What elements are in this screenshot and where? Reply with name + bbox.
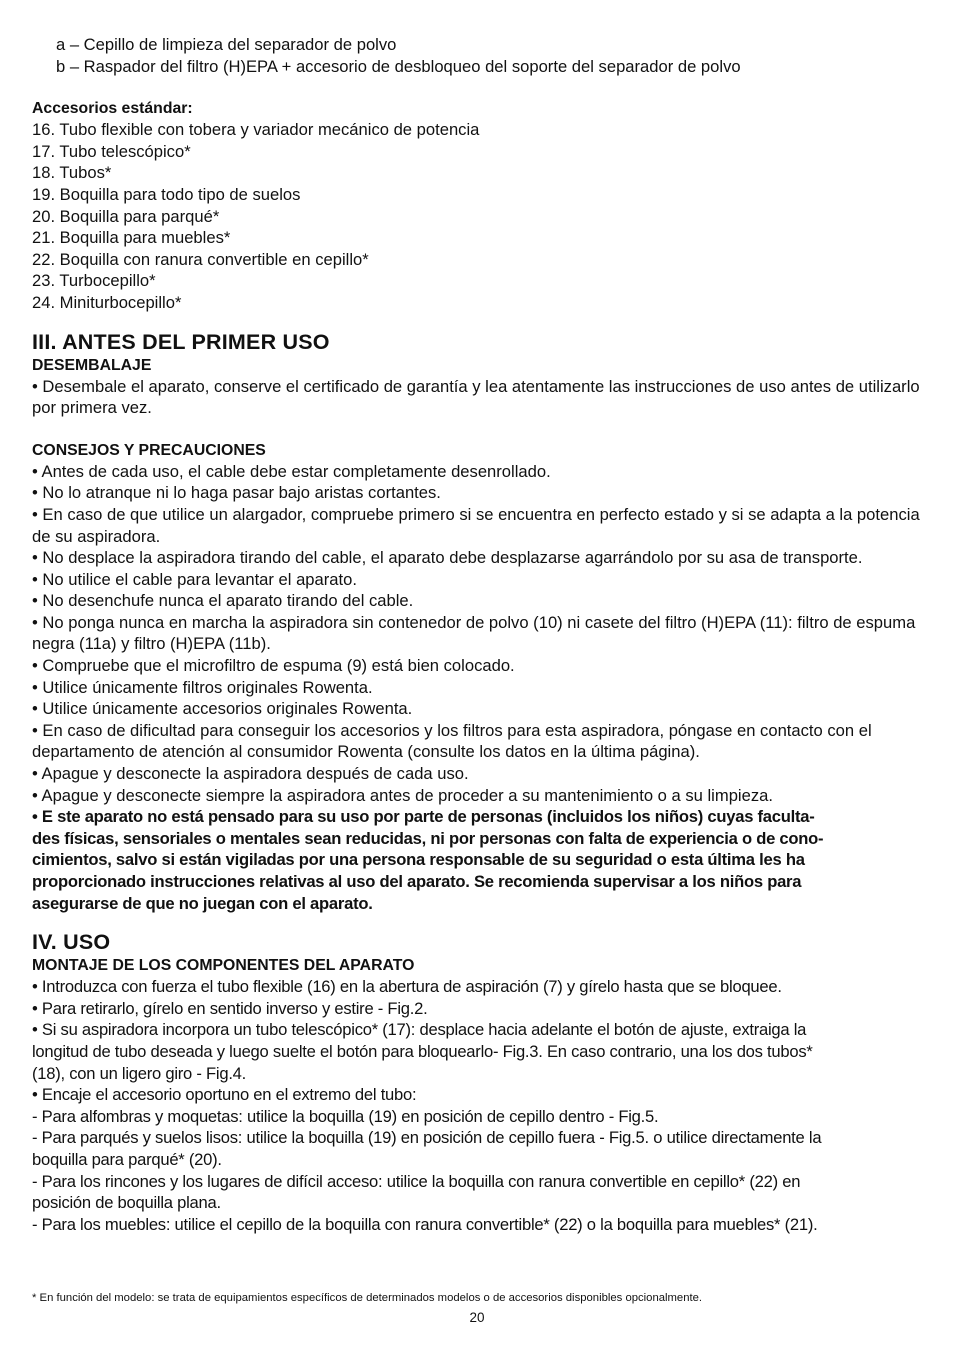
accessory-item: 21. Boquilla para muebles* <box>32 228 231 248</box>
advice-item: • No ponga nunca en marcha la aspiradora sin contenedor de polvo (10) ni casete del filtro (H)EPA (11): filtro de espuma negra (11a) y filtro (H)EPA (11b). <box>32 612 916 654</box>
assembly-line: boquilla para parqué* (20). <box>32 1149 222 1169</box>
page-number: 20 <box>469 1310 485 1325</box>
intro-item-b: b – Raspador del filtro (H)EPA + accesorio de desbloqueo del soporte del separador de polvo <box>56 56 741 76</box>
accessory-item: 23. Turbocepillo* <box>32 271 156 291</box>
advice-item: • Apague y desconecte siempre la aspiradora antes de proceder a su mantenimiento o a su limpieza. <box>32 785 773 805</box>
advice-item: • En caso de dificultad para conseguir los accesorios y los filtros para esta aspiradora, póngase en contacto con el departamento de atención al consumidor Rowenta (consulte los datos en la última página). <box>32 720 872 762</box>
assembly-line: • Encaje el accesorio oportuno en el extremo del tubo: <box>32 1085 417 1105</box>
accessory-item: 18. Tubos* <box>32 163 112 183</box>
advice-item: • Antes de cada uso, el cable debe estar completamente desenrollado. <box>32 461 551 481</box>
accessory-item: 16. Tubo flexible con tobera y variador mecánico de potencia <box>32 120 480 140</box>
advice-item: • No utilice el cable para levantar el aparato. <box>32 569 357 589</box>
assembly-line: (18), con un ligero giro - Fig.4. <box>32 1063 247 1083</box>
assembly-line: - Para alfombras y moquetas: utilice la boquilla (19) en posición de cepillo dentro - Fig.5. <box>32 1106 659 1126</box>
standard-accessories <box>32 98 926 313</box>
accessory-item: 17. Tubo telescópico* <box>32 141 191 161</box>
advice-item: • En caso de que utilice un alargador, compruebe primero si se encuentra en perfecto estado y si se adapta a la potencia de su aspiradora. <box>32 504 920 546</box>
intro-list <box>32 34 926 77</box>
assembly-heading: MONTAJE DE LOS COMPONENTES DEL APARATO <box>32 957 415 975</box>
unpacking-heading: DESEMBALAJE <box>32 356 152 374</box>
warning-line: asegurarse de que no juegan con el aparato. <box>32 893 373 913</box>
assembly-line: - Para parqués y suelos lisos: utilice la boquilla (19) en posición de cepillo fuera - Fig.5. o utilice directamente la <box>32 1128 822 1148</box>
section-use <box>32 929 926 1235</box>
standard-accessories-heading: Accesorios estándar: <box>32 100 193 118</box>
assembly-line: • Si su aspiradora incorpora un tubo telescópico* (17): desplace hacia adelante el botón de ajuste, extraiga la <box>32 1020 807 1040</box>
unpacking-text: • Desembale el aparato, conserve el certificado de garantía y lea atentamente las instrucciones de uso antes de utilizarlo por primera vez. <box>32 376 920 418</box>
assembly-line: • Para retirarlo, gírelo en sentido inverso y estire - Fig.2. <box>32 998 428 1018</box>
assembly-line: longitud de tubo deseada y luego suelte el botón para bloquearlo- Fig.3. En caso contrario, una los dos tubos* <box>32 1041 813 1061</box>
section-title: III. ANTES DEL PRIMER USO <box>32 329 330 354</box>
advice-heading: CONSEJOS Y PRECAUCIONES <box>32 441 266 459</box>
assembly-line: - Para los rincones y los lugares de difícil acceso: utilice la boquilla con ranura convertible en cepillo* (22) en <box>32 1171 801 1191</box>
advice-item: • No desenchufe nunca el aparato tirando del cable. <box>32 591 414 611</box>
warning-line: des físicas, sensoriales o mentales sean reducidas, ni por personas con falta de experiencia o de cono- <box>32 828 824 848</box>
advice-item: • No desplace la aspiradora tirando del cable, el aparato debe desplazarse agarrándolo por su asa de transporte. <box>32 548 863 568</box>
warning-line: • E ste aparato no está pensado para su uso por parte de personas (incluidos los niños) cuyas faculta- <box>32 807 815 827</box>
safety-warning <box>32 806 926 914</box>
accessory-item: 19. Boquilla para todo tipo de suelos <box>32 184 301 204</box>
advice-item: • Apague y desconecte la aspiradora después de cada uso. <box>32 764 469 784</box>
warning-line: proporcionado instrucciones relativas al uso del aparato. Se recomienda supervisar a los niños para <box>32 872 802 891</box>
accessory-item: 22. Boquilla con ranura convertible en cepillo* <box>32 249 369 269</box>
assembly-line: - Para los muebles: utilice el cepillo de la boquilla con ranura convertible* (22) o la boquilla para muebles* (21). <box>32 1214 818 1234</box>
advice-item: • Compruebe que el microfiltro de espuma (9) está bien colocado. <box>32 656 515 676</box>
assembly-line: posición de boquilla plana. <box>32 1193 221 1213</box>
advice-item: • Utilice únicamente filtros originales Rowenta. <box>32 677 373 697</box>
assembly-line: • Introduzca con fuerza el tubo flexible (16) en la abertura de aspiración (7) y gírelo hasta que se bloquee. <box>32 977 782 997</box>
accessory-item: 24. Miniturbocepillo* <box>32 292 182 312</box>
warning-line: cimientos, salvo si están vigiladas por una persona responsable de su seguridad o esta última les ha <box>32 850 805 870</box>
advice-item: • Utilice únicamente accesorios originales Rowenta. <box>32 699 413 719</box>
page-content <box>32 34 926 1235</box>
section-title: IV. USO <box>32 930 111 955</box>
accessory-item: 20. Boquilla para parqué* <box>32 206 220 226</box>
footnote: * En función del modelo: se trata de equipamientos específicos de determinados modelos o de accesorios disponibles opcionalmente. <box>32 1292 703 1304</box>
intro-item-a: a – Cepillo de limpieza del separador de polvo <box>56 35 397 54</box>
advice-item: • No lo atranque ni lo haga pasar bajo aristas cortantes. <box>32 483 441 503</box>
section-before-first-use <box>32 329 926 915</box>
